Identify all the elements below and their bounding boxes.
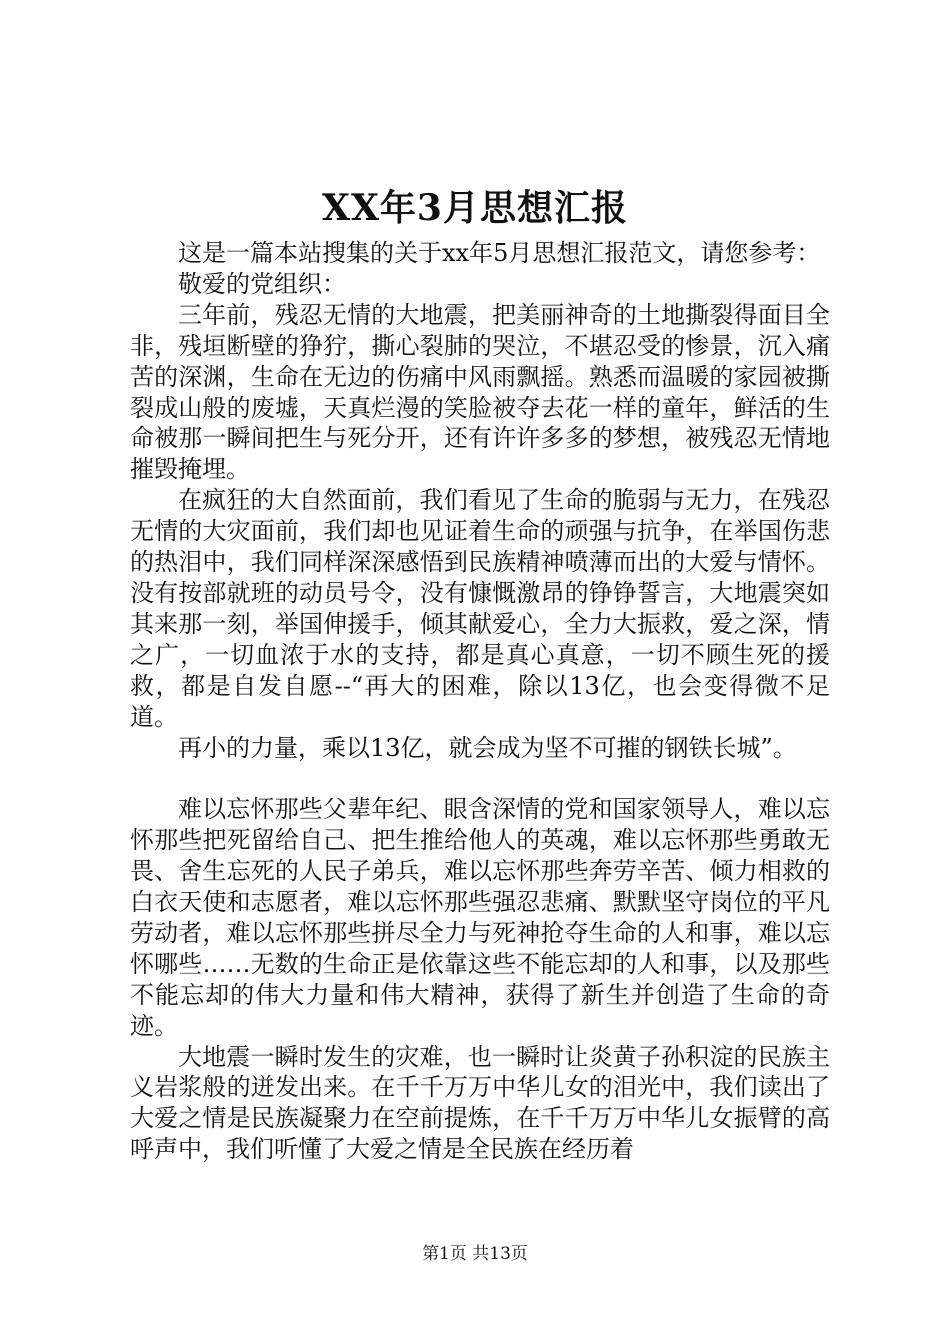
body-paragraph: 大地震一瞬时发生的灾难，也一瞬时让炎黄子孙积淀的民族主义岩浆般的迸发出来。在千千万万中华儿女的泪光中，我们读出了大爱之情是民族凝聚力在空前提炼，在千千万万中华儿女振臂的高呼声中，我们听懂了大爱之情是全民族在经历着 bbox=[130, 1042, 830, 1164]
salutation: 敬爱的党组织： bbox=[178, 269, 346, 298]
document-title: XX年3月思想汇报 bbox=[322, 187, 628, 229]
body-paragraph: 难以忘怀那些父辈年纪、眼含深情的党和国家领导人，难以忘怀那些把死留给自己、把生推给他人的英魂，难以忘怀那些勇敢无畏、舍生忘死的人民子弟兵，难以忘怀那些奔劳辛苦、倾力相救的白衣天使和志愿者，难以忘怀那些强忍悲痛、默默坚守岗位的平凡劳动者，难以忘怀那些拼尽全力与死神抢夺生命的人和事，难以忘怀哪些……无数的生命正是依靠这些不能忘却的人和事，以及那些不能忘却的伟大力量和伟大精神，获得了新生并创造了生命的奇迹。 bbox=[130, 795, 830, 1040]
page-footer: 第1页 共13页 bbox=[422, 1244, 528, 1264]
document-body bbox=[130, 238, 830, 1165]
body-paragraph: 三年前，残忍无情的大地震，把美丽神奇的土地撕裂得面目全非，残垣断壁的狰狞，撕心裂肺的哭泣，不堪忍受的惨景，沉入痛苦的深渊，生命在无边的伤痛中风雨飘摇。熟悉而温暖的家园被撕裂成山般的废墟，天真烂漫的笑脸被夺去花一样的童年，鲜活的生命被那一瞬间把生与死分开，还有许许多多的梦想，被残忍无情地摧毁掩埋。 bbox=[130, 300, 830, 484]
body-paragraph: 在疯狂的大自然面前，我们看见了生命的脆弱与无力，在残忍无情的大灾面前，我们却也见证着生命的顽强与抗争，在举国伤悲的热泪中，我们同样深深感悟到民族精神喷薄而出的大爱与情怀。没有按部就班的动员号令，没有慷慨激昂的铮铮誓言，大地震突如其来那一刻，举国伸援手，倾其献爱心，全力大振救，爱之深，情之广，一切血浓于水的支持，都是真心真意，一切不顾生死的援救，都是自发自愿--“再大的困难，除以13亿，也会变得微不足道。 bbox=[130, 486, 830, 731]
body-paragraph: 再小的力量，乘以13亿，就会成为坚不可摧的钢铁长城”。 bbox=[178, 733, 797, 762]
intro-paragraph: 这是一篇本站搜集的关于xx年5月思想汇报范文，请您参考： bbox=[178, 239, 821, 267]
